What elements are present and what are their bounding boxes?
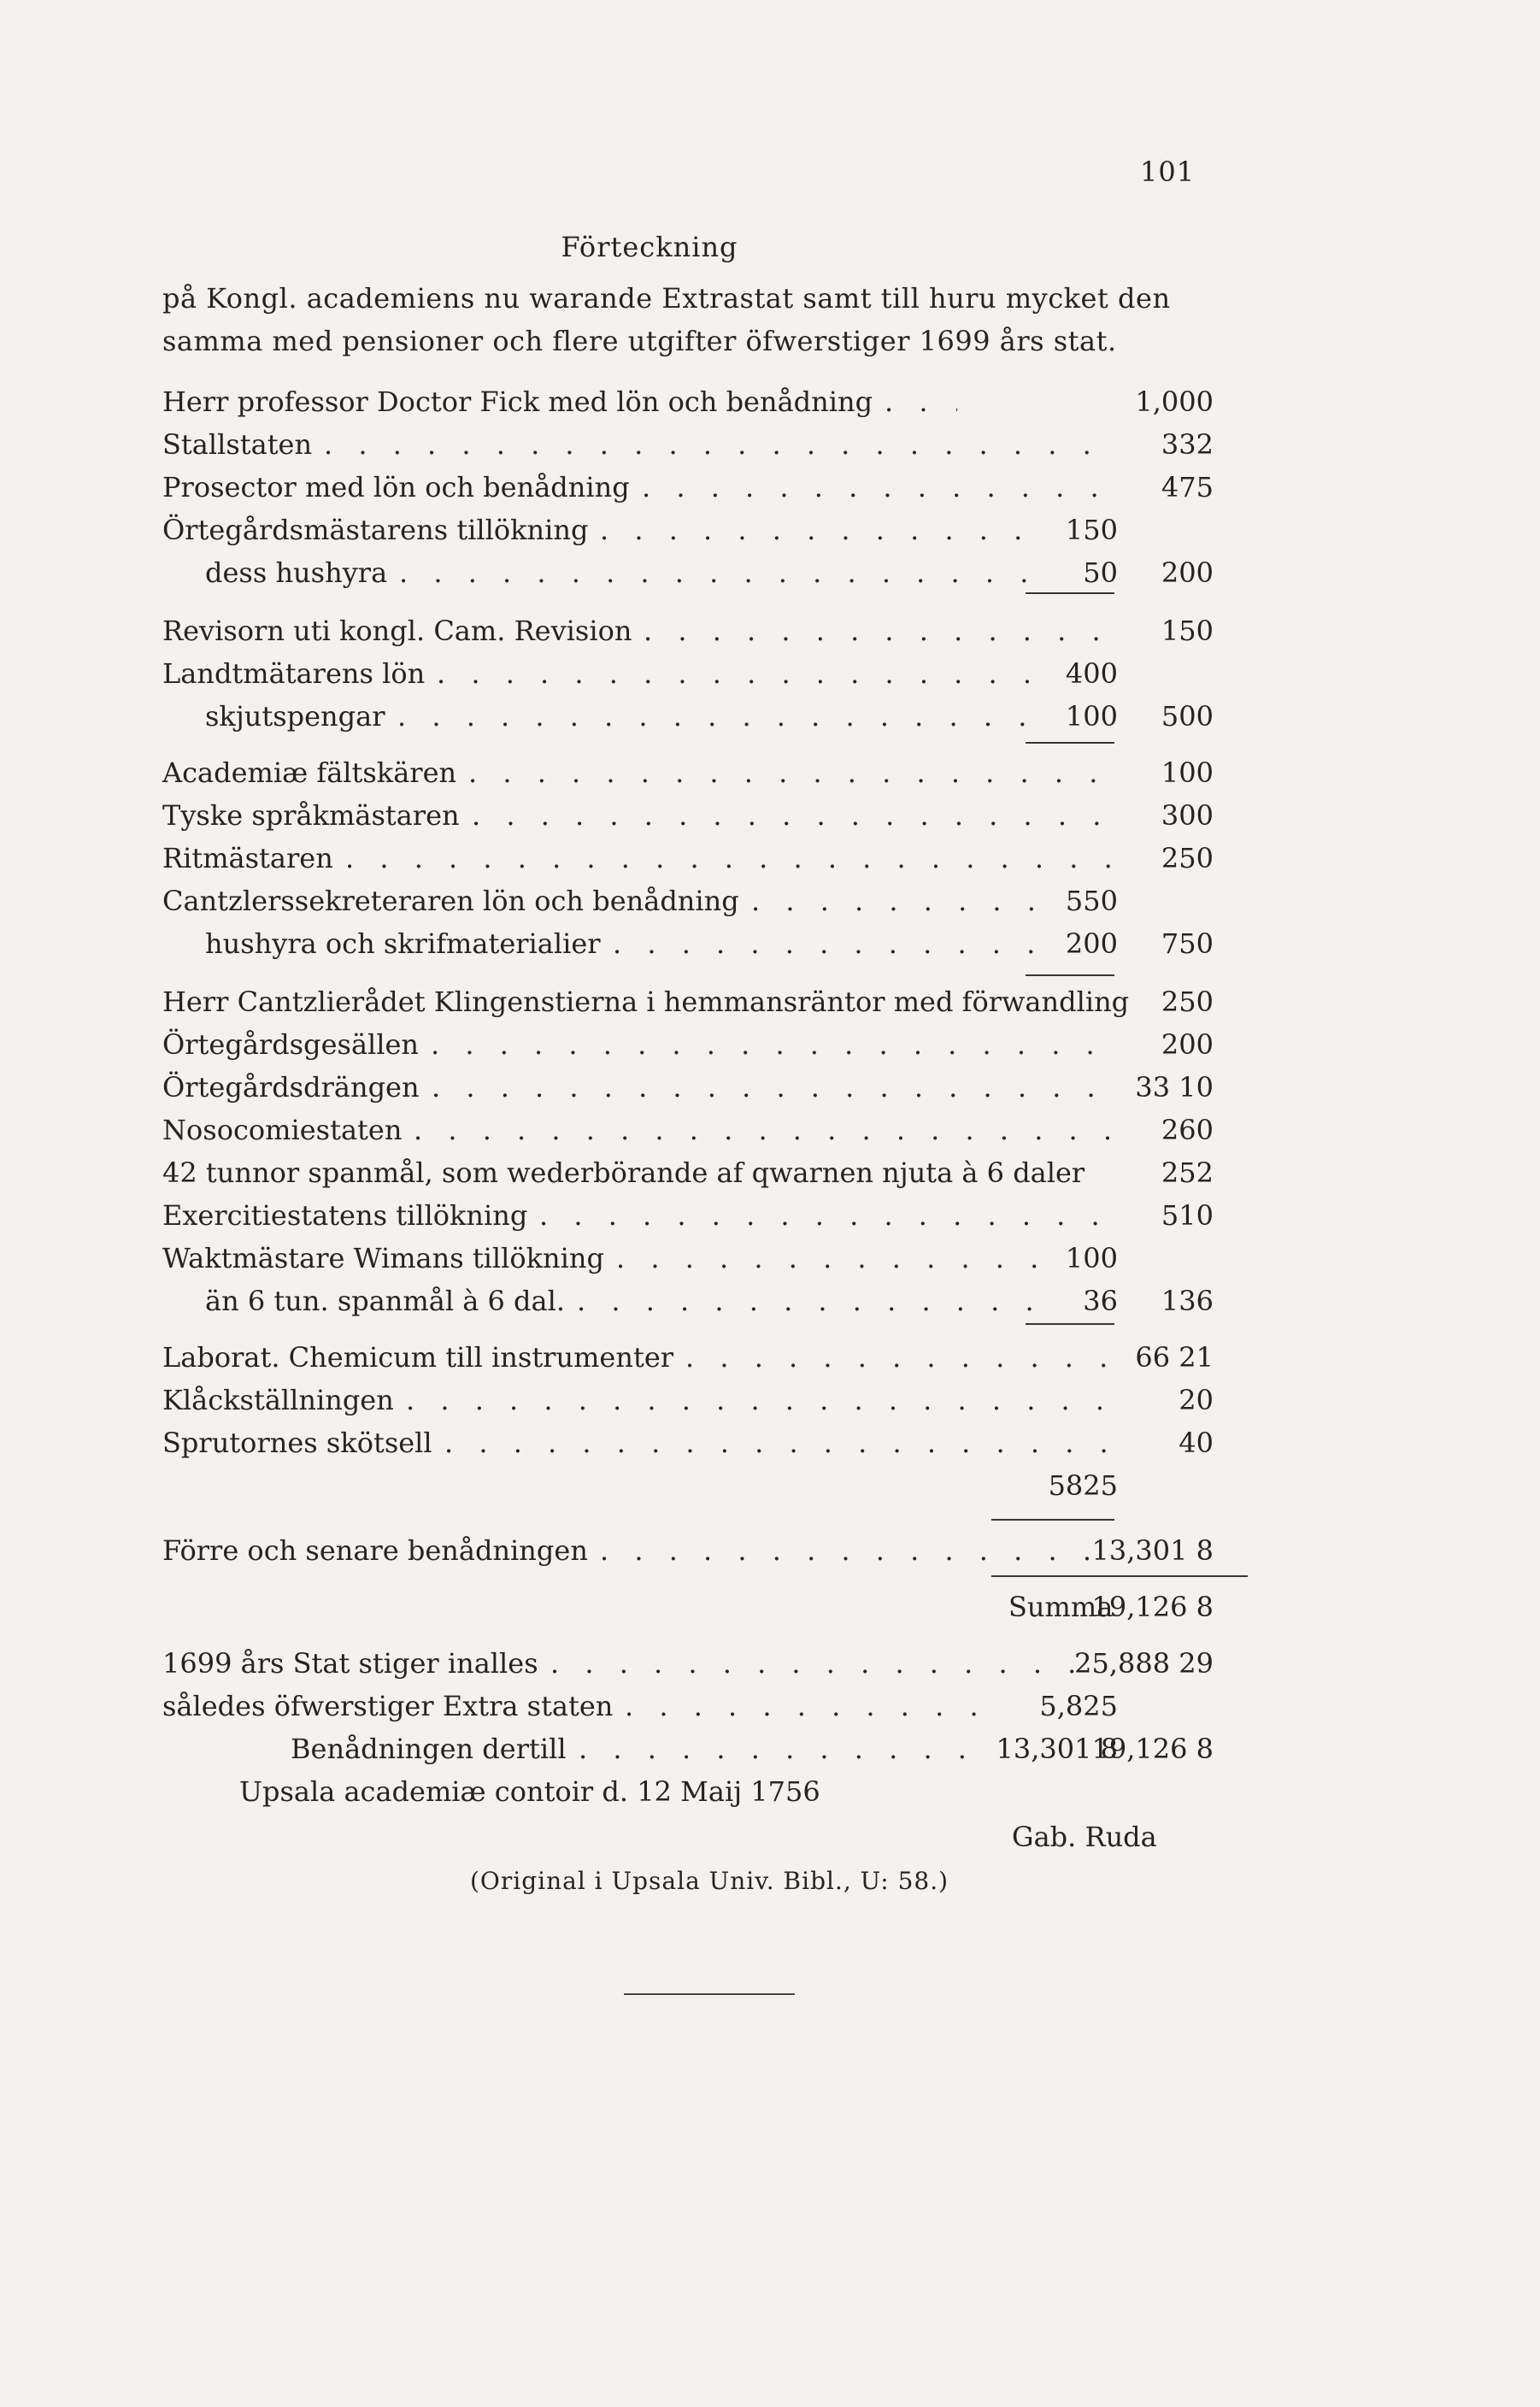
table-row	[162, 1532, 1256, 1569]
amount-b: 1,000	[1135, 385, 1214, 418]
intro-line-2: samma med pensioner och flere utgifter öfwerstiger 1699 års stat.	[162, 325, 1117, 357]
row-label: Klåckställningen	[162, 1384, 394, 1416]
intro-line-1: på Kongl. academiens nu warande Extrastat samt till huru mycket den	[162, 282, 1171, 315]
amount-b: 260	[1161, 1114, 1214, 1146]
amount-b: 19,126 8	[1091, 1733, 1214, 1765]
row-label: Ritmästaren	[162, 842, 333, 874]
row-label: 1699 års Stat stiger inalles	[162, 1647, 538, 1680]
rule-6	[991, 1575, 1248, 1577]
table-row	[162, 655, 1256, 692]
table-row	[162, 426, 1256, 463]
row-label: Herr professor Doctor Fick med lön och benådning	[162, 385, 873, 418]
leader-dots	[885, 383, 957, 421]
amount-a: 200	[1065, 927, 1118, 960]
source-note: (Original i Upsala Univ. Bibl., U: 58.)	[470, 1867, 949, 1895]
amount-a: 13,301 8	[996, 1733, 1118, 1765]
amount-a: 5,825	[1039, 1690, 1118, 1722]
amount-b: 200	[1161, 556, 1214, 589]
table-row	[162, 983, 1256, 1021]
row-label: Academiæ fältskären	[162, 756, 457, 789]
table-row	[162, 1111, 1256, 1149]
table-row	[162, 754, 1256, 792]
table-row	[162, 1588, 1256, 1626]
table-row	[162, 554, 1256, 591]
row-label: Cantzlerssekreteraren lön och benådning	[162, 885, 739, 917]
amount-b: 252	[1161, 1156, 1214, 1189]
row-label: dess hushyra	[205, 556, 388, 589]
table-row	[162, 882, 1256, 920]
table-row	[162, 1026, 1256, 1063]
table-row	[162, 1239, 1256, 1277]
amount-b: 500	[1161, 700, 1214, 733]
amount-b: 20	[1179, 1384, 1214, 1416]
amount-a: 550	[1065, 885, 1118, 917]
amount-b: 25,888 29	[1074, 1647, 1214, 1680]
amount-b: 250	[1161, 986, 1214, 1018]
amount-a: 150	[1065, 514, 1118, 546]
row-label: Summa	[1008, 1591, 1114, 1623]
signature: Gab. Ruda	[1012, 1821, 1157, 1853]
row-label: Exercitiestatens tillökning	[162, 1199, 528, 1232]
table-row	[162, 1197, 1256, 1234]
row-label: Laborat. Chemicum till instrumenter	[162, 1341, 674, 1374]
row-label: Prosector med lön och benådning	[162, 471, 630, 503]
table-row	[162, 1730, 1256, 1768]
amount-b: 300	[1161, 799, 1214, 832]
table-row	[162, 1154, 1256, 1192]
table-row	[162, 697, 1256, 735]
table-row	[162, 1645, 1256, 1682]
amount-b: 510	[1161, 1199, 1214, 1232]
row-label: Landtmätarens lön	[162, 657, 426, 690]
amount-b: 250	[1161, 842, 1214, 874]
document-title: Förteckning	[561, 231, 738, 263]
row-label: Örtegårdsgesällen	[162, 1028, 420, 1061]
amount-b: 150	[1161, 615, 1214, 647]
table-row	[162, 925, 1256, 962]
rule-2	[1026, 742, 1114, 744]
table-row	[162, 468, 1256, 506]
rule-4	[1026, 1323, 1114, 1325]
rule-3	[1026, 974, 1114, 976]
row-label: än 6 tun. spanmål à 6 dal.	[205, 1285, 565, 1317]
row-label: Revisorn uti kongl. Cam. Revision	[162, 615, 632, 647]
row-label: skjutspengar	[205, 700, 385, 733]
table-row	[162, 1339, 1256, 1376]
amount-b: 332	[1161, 428, 1214, 461]
amount-b: 40	[1179, 1427, 1214, 1459]
row-label: Nosocomiestaten	[162, 1114, 403, 1146]
amount-b: 33 10	[1135, 1071, 1214, 1103]
amount-b: 100	[1161, 756, 1214, 789]
table-row	[162, 1068, 1256, 1106]
amount-b: 475	[1161, 471, 1214, 503]
page-number: 101	[1140, 156, 1196, 188]
row-label: Förre och senare benådningen	[162, 1534, 588, 1567]
row-label: således öfwerstiger Extra staten	[162, 1690, 614, 1722]
amount-b: 19,126 8	[1091, 1591, 1214, 1623]
row-label: Waktmästare Wimans tillökning	[162, 1242, 604, 1274]
amount-a: 100	[1065, 1242, 1118, 1274]
table-row	[162, 839, 1256, 877]
row-label: Örtegårdsmästarens tillökning	[162, 514, 589, 546]
rule-1	[1026, 592, 1114, 594]
table-row	[162, 1381, 1256, 1419]
table-row	[162, 1467, 1256, 1504]
row-label: Sprutornes skötsell	[162, 1427, 432, 1459]
row-label: Stallstaten	[162, 428, 313, 461]
amount-b: 200	[1161, 1028, 1214, 1061]
amount-a: 100	[1065, 700, 1118, 733]
table-row	[162, 1424, 1256, 1462]
amount-b: 13,301 8	[1091, 1534, 1214, 1567]
amount-a: 36	[1083, 1285, 1118, 1317]
rule-5	[991, 1519, 1114, 1521]
amount-b: 750	[1161, 927, 1214, 960]
row-label: 42 tunnor spanmål, som wederbörande af qwarnen njuta à 6 daler	[162, 1156, 1085, 1189]
row-label: Tyske språkmästaren	[162, 799, 460, 832]
amount-a: 5825	[1048, 1469, 1118, 1502]
table-row	[162, 511, 1256, 549]
amount-a: 50	[1083, 556, 1118, 589]
footer-rule	[624, 1993, 795, 1995]
table-row	[162, 612, 1256, 650]
row-label: Upsala academiæ contoir d. 12 Maij 1756	[239, 1775, 820, 1808]
row-label: Örtegårdsdrängen	[162, 1071, 420, 1103]
table-row	[162, 1773, 1256, 1810]
table-row	[162, 383, 1256, 421]
table-row	[162, 1282, 1256, 1320]
amount-b: 136	[1161, 1285, 1214, 1317]
table-row	[162, 797, 1256, 834]
row-label: Benådningen dertill	[291, 1733, 567, 1765]
amount-b: 66 21	[1135, 1341, 1214, 1374]
row-label: Herr Cantzlierådet Klingenstierna i hemmansräntor med förwandling	[162, 986, 1130, 1018]
row-label: hushyra och skrifmaterialier	[205, 927, 601, 960]
amount-a: 400	[1065, 657, 1118, 690]
table-row	[162, 1687, 1256, 1725]
